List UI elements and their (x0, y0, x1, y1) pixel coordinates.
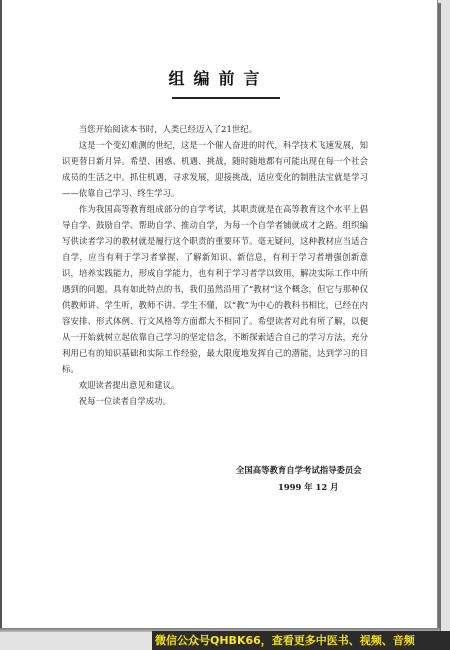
preface-paragraph-4: 欢迎读者提出意见和建议。 (78, 380, 180, 390)
preface-body (62, 121, 368, 409)
preface-paragraph-3: 作为我国高等教育组成部分的自学考试，其职责就是在高等教育这个水平上倡导自学、鼓励自学、帮助自学、推动自学，为每一个自学者铺就成才之路。组织编写供读者学习的教材就是履行这个职责的重要环节。毫无疑问，这种教材应当适合自学，应当有利于学习者掌握、了解新知识、新信息，有利于学习者增强创新意识，培养实践能力，形成自学能力，也有利于学习者学以致用，解决实际工作中所遇到的问题。具有如此特点的书，我们虽然沿用了“教材”这个概念，但它与那种仅供教师讲、学生听，教师不讲、学生不懂，以“教”为中心的教科书相比，已经在内容安排、形式体例、行文风格等方面都大不相同了。希望读者对此有所了解，以便从一开始就树立起依靠自己学习的坚定信念，不断探索适合自己的学习方法，充分利用已有的知识基础和实际工作经验，最大限度地发挥自己的潜能，达到学习的目标。 (62, 204, 368, 374)
watermark-banner: 微信公众号QHBK66，查看更多中医书、视频、音频 (152, 631, 450, 650)
signature-date: 1999 年 12 月 (278, 482, 339, 492)
preface-paragraph-5: 祝每一位读者自学成功。 (78, 396, 171, 406)
page-left-border (0, 0, 2, 628)
page-title: 组编前言 (168, 69, 269, 88)
signature-organization: 全国高等教育自学考试指导委员会 (236, 465, 362, 475)
preface-paragraph-2: 这是一个变幻难测的世纪，这是一个催人奋进的时代，科学技术飞速发展，知识更替日新月异。希望、困惑、机遇、挑战，随时随地都有可能出现在每一个社会成员的生活之中。抓住机遇，寻求发展，迎接挑战，适应变化的制胜法宝就是学习——依靠自己学习、终生学习。 (62, 140, 368, 198)
signature-block (236, 462, 426, 496)
title-underline (172, 97, 280, 99)
preface-paragraph-1: 当您开始阅读本书时，人类已经迈入了21世纪。 (78, 124, 257, 134)
